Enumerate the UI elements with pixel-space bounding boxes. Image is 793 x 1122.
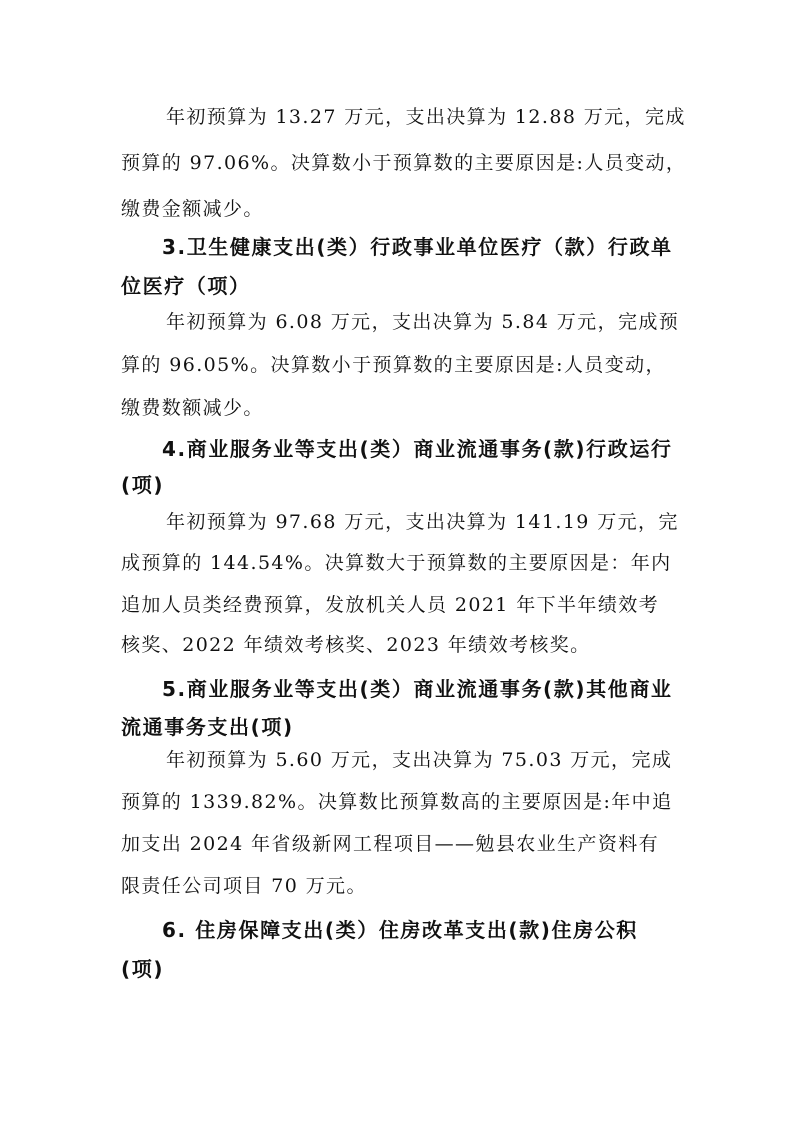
section-heading: 6. 住房保障支出(类）住房改革支出(款)住房公积 xyxy=(162,918,638,942)
paragraph-line: 预算的 97.06%。决算数小于预算数的主要原因是:人员变动， xyxy=(121,152,687,174)
paragraph-line: 成预算的 144.54%。决算数大于预算数的主要原因是：年内 xyxy=(121,552,672,574)
paragraph-line: 追加人员类经费预算，发放机关人员 2021 年下半年绩效考 xyxy=(121,594,660,616)
section-heading: (项) xyxy=(121,957,165,981)
paragraph-line: 预算的 1339.82%。决算数比预算数高的主要原因是:年中追 xyxy=(121,791,673,813)
paragraph-line: 缴费金额减少。 xyxy=(121,198,264,220)
section-heading: 位医疗（项） xyxy=(121,274,251,298)
section-heading: 流通事务支出(项) xyxy=(121,715,294,739)
section-heading: 5.商业服务业等支出(类）商业流通事务(款)其他商业 xyxy=(162,677,673,701)
section-heading: (项) xyxy=(121,473,165,497)
section-heading: 3.卫生健康支出(类）行政事业单位医疗（款）行政单 xyxy=(162,235,673,259)
paragraph-line: 年初预算为 97.68 万元，支出决算为 141.19 万元，完 xyxy=(166,511,679,533)
section-heading: 4.商业服务业等支出(类）商业流通事务(款)行政运行 xyxy=(162,437,673,461)
paragraph-line: 年初预算为 6.08 万元，支出决算为 5.84 万元，完成预 xyxy=(166,311,680,333)
paragraph-line: 年初预算为 13.27 万元，支出决算为 12.88 万元，完成 xyxy=(166,106,686,128)
paragraph-line: 年初预算为 5.60 万元，支出决算为 75.03 万元，完成 xyxy=(166,749,673,771)
paragraph-line: 核奖、2022 年绩效考核奖、2023 年绩效考核奖。 xyxy=(121,634,591,656)
paragraph-line: 算的 96.05%。决算数小于预算数的主要原因是:人员变动， xyxy=(121,354,666,376)
paragraph-line: 加支出 2024 年省级新网工程项目——勉县农业生产资料有 xyxy=(121,833,660,855)
paragraph-line: 缴费数额减少。 xyxy=(121,397,264,419)
paragraph-line: 限责任公司项目 70 万元。 xyxy=(121,875,367,897)
